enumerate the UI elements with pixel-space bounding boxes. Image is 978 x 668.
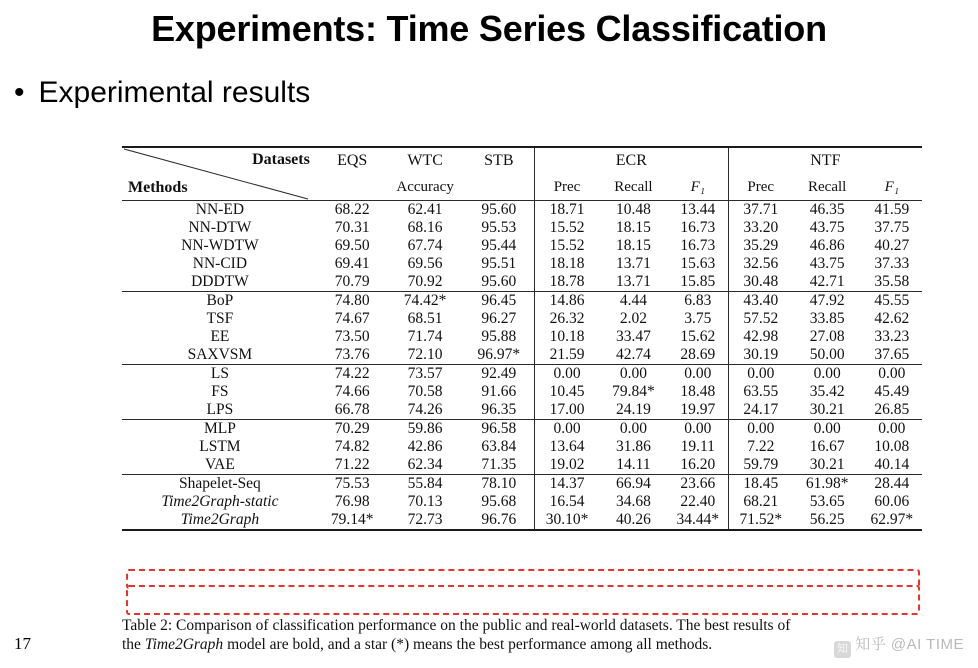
table-cell-method-name: DDDTW (191, 273, 249, 290)
table-cell-value: 23.66 (668, 475, 728, 494)
table-group-header-wtc: WTC (387, 147, 464, 175)
table-corner-cell (122, 147, 318, 201)
results-table (122, 146, 922, 531)
table-cell-value: 79.84* (612, 383, 655, 400)
table-cell-method-name: LS (122, 365, 318, 384)
table-cell-value: 14.11 (616, 456, 651, 473)
table-cell-value: 28.44 (862, 475, 922, 494)
table-cell-value: 13.71 (616, 255, 651, 272)
table-cell-value: 31.86 (616, 438, 651, 455)
table-row (122, 328, 922, 346)
table-cell-value: 71.52* (728, 511, 793, 530)
table-cell-value: 15.63 (680, 255, 716, 272)
table-metric-header: F₁ (690, 178, 705, 195)
table-cell-value: 18.15 (616, 219, 651, 236)
table-row (122, 365, 922, 384)
table-cell-method-name: NN-WDTW (181, 237, 259, 254)
table-cell-value: 34.68 (616, 493, 651, 510)
table-cell-value: 18.18 (534, 255, 599, 273)
table-row (122, 255, 922, 273)
table-cell-value: 46.86 (809, 237, 845, 254)
table-cell-value: 18.78 (534, 273, 599, 292)
table-row (122, 201, 922, 220)
corner-datasets-label: Datasets (252, 151, 310, 168)
caption-model-name: Time2Graph (144, 635, 224, 653)
table-cell-value: 66.94 (599, 475, 668, 494)
table-cell-value: 42.86 (407, 438, 443, 455)
table-cell-value: 71.35 (481, 456, 517, 473)
table-cell-value: 74.66 (334, 383, 370, 400)
caption-prefix: Table 2: Comparison of classification performance on the public and real-world datasets. The best results of (122, 617, 791, 634)
table-cell-value: 10.08 (874, 438, 910, 455)
table-cell-value: 18.71 (534, 201, 599, 220)
table-group-header-ecr: ECR (534, 147, 728, 175)
table-cell-value: 56.25 (793, 511, 862, 530)
table-cell-value: 95.88 (481, 328, 517, 345)
table-cell-value: 37.71 (728, 201, 793, 220)
table-cell-value: 24.17 (728, 401, 793, 420)
table-cell-value: 28.69 (680, 346, 716, 363)
table-cell-value: 14.86 (534, 292, 599, 311)
table-metric-header: Recall (614, 178, 653, 195)
page-title: Experiments: Time Series Classification (151, 8, 827, 49)
table-group-header-stb: STB (464, 147, 535, 175)
table-cell-value: 63.84 (481, 438, 517, 455)
table-cell-value: 16.73 (680, 219, 716, 236)
table-row (122, 237, 922, 255)
table-cell-value: 62.34 (407, 456, 443, 473)
table-cell-method-name: SAXVSM (187, 346, 253, 363)
caption-end: model are bold, and a star (*) means the best performance among all methods. (227, 635, 713, 653)
table-cell-value: 16.54 (534, 493, 599, 511)
table-cell-value: 19.02 (534, 456, 599, 475)
bullet-label: Experimental results (38, 76, 311, 109)
table-metric-header: Prec (534, 175, 599, 201)
table-row (122, 383, 922, 401)
table-cell-value: 0.00 (862, 365, 922, 384)
table-cell-value: 96.76 (464, 511, 535, 530)
table-cell-value: 73.76 (334, 346, 370, 363)
table-metric-header: F₁ (884, 178, 899, 195)
table-cell-value: 0.00 (668, 420, 728, 439)
table-cell-value: 40.27 (874, 237, 910, 254)
table-cell-value: 30.19 (728, 346, 793, 365)
table-cell-value: 16.73 (680, 237, 716, 254)
table-cell-value: 70.79 (334, 273, 370, 290)
table-cell-value: 0.00 (668, 365, 728, 384)
table-cell-value: 42.62 (874, 310, 910, 327)
table-cell-value: 45.49 (874, 383, 910, 400)
table-cell-value: 18.15 (616, 237, 651, 254)
table-cell-value: 68.22 (318, 201, 387, 220)
table-metric-header (318, 175, 387, 201)
table-row (122, 310, 922, 328)
table-cell-value: 0.00 (534, 420, 599, 439)
table-cell-value: 96.45 (464, 292, 535, 311)
table-cell-value: 74.26 (407, 401, 443, 418)
table-cell-value: 22.40 (680, 493, 716, 510)
table-cell-value: 18.48 (680, 383, 716, 400)
table-cell-value: 2.02 (619, 310, 647, 327)
table-cell-value: 62.41 (387, 201, 464, 220)
table-cell-value: 60.06 (874, 493, 910, 510)
table-row (122, 475, 922, 494)
table-metric-header: Recall (808, 178, 847, 195)
table-cell-value: 68.21 (728, 493, 793, 511)
table-cell-value: 16.20 (680, 456, 716, 473)
table-cell-value: 74.22 (318, 365, 387, 384)
table-cell-value: 69.41 (334, 255, 370, 272)
table-cell-value: 79.14* (318, 511, 387, 530)
table-cell-value: 0.00 (793, 420, 862, 439)
table-cell-value: 10.48 (599, 201, 668, 220)
table-cell-value: 34.44* (668, 511, 728, 530)
table-row (122, 292, 922, 311)
table-cell-value: 43.75 (809, 255, 845, 272)
table-cell-value: 0.00 (728, 420, 793, 439)
table-cell-method-name: Shapelet-Seq (122, 475, 318, 494)
watermark-text: 知乎 @AI TIME (855, 636, 964, 653)
table-cell-value: 19.11 (680, 438, 715, 455)
table-cell-value: 37.75 (874, 219, 910, 236)
table-cell-value: 62.97* (862, 511, 922, 530)
table-cell-value: 0.00 (793, 365, 862, 384)
table-cell-value: 69.56 (407, 255, 443, 272)
bullet-item (14, 76, 310, 110)
table-cell-value: 35.58 (874, 273, 910, 290)
table-cell-value: 0.00 (599, 420, 668, 439)
table-cell-value: 15.85 (680, 273, 716, 290)
table-metric-header (464, 175, 535, 201)
table-cell-value: 57.52 (728, 310, 793, 328)
table-cell-value: 35.29 (728, 237, 793, 255)
table-cell-value: 18.45 (728, 475, 793, 494)
table-group-header-ntf: NTF (728, 147, 922, 175)
table-cell-value: 15.52 (534, 219, 599, 237)
table-cell-value: 96.58 (464, 420, 535, 439)
table-cell-value: 15.62 (680, 328, 716, 345)
table-cell-value: 32.56 (728, 255, 793, 273)
slide-page-number: 17 (14, 634, 31, 653)
table-cell-method-name: MLP (122, 420, 318, 439)
table-cell-value: 16.67 (809, 438, 845, 455)
table-row (122, 219, 922, 237)
table-group-header-eqs: EQS (318, 147, 387, 175)
table-cell-value: 42.71 (809, 273, 845, 290)
table-cell-value: 59.79 (728, 456, 793, 475)
table-cell-value: 68.16 (407, 219, 443, 236)
table-cell-value: 96.27 (481, 310, 517, 327)
table-cell-value: 61.98* (793, 475, 862, 494)
table-cell-value: 73.50 (334, 328, 370, 345)
table-cell-value: 95.60 (481, 273, 517, 290)
table-cell-value: 13.71 (616, 273, 651, 290)
table-cell-value: 50.00 (809, 346, 845, 363)
table-cell-value: 73.57 (387, 365, 464, 384)
table-cell-value: 4.44 (599, 292, 668, 311)
table-cell-method-name: EE (210, 328, 230, 345)
table-cell-value: 75.53 (318, 475, 387, 494)
table-cell-value: 33.23 (874, 328, 910, 345)
table-cell-value: 47.92 (793, 292, 862, 311)
table-cell-value: 30.21 (809, 456, 845, 473)
table-cell-method-name: TSF (206, 310, 234, 327)
table-cell-value: 40.26 (599, 511, 668, 530)
table-cell-value: 33.20 (728, 219, 793, 237)
table-row (122, 493, 922, 511)
table-cell-value: 68.51 (407, 310, 443, 327)
table-cell-value: 30.21 (809, 401, 845, 418)
table-cell-value: 15.52 (534, 237, 599, 255)
table-cell-value: 26.85 (874, 401, 910, 418)
table-cell-value: 63.55 (728, 383, 793, 401)
table-cell-value: 55.84 (387, 475, 464, 494)
table-cell-method-name: BoP (122, 292, 318, 311)
table-cell-value: 0.00 (862, 420, 922, 439)
table-row (122, 456, 922, 475)
table-cell-value: 30.10* (534, 511, 599, 530)
table-cell-method-name: NN-ED (122, 201, 318, 220)
table-cell-value: 24.19 (616, 401, 651, 418)
table-cell-value: 70.92 (407, 273, 443, 290)
corner-methods-label: Methods (128, 179, 188, 196)
table-metric-header: Accuracy (396, 178, 454, 195)
table-cell-value: 13.64 (534, 438, 599, 456)
table-cell-value: 0.00 (728, 365, 793, 384)
table-cell-value: 46.35 (793, 201, 862, 220)
table-cell-value: 72.10 (407, 346, 443, 363)
table-cell-value: 14.37 (534, 475, 599, 494)
table-row (122, 401, 922, 420)
table-cell-value: 33.47 (616, 328, 651, 345)
table-cell-value: 95.60 (464, 201, 535, 220)
table-cell-value: 33.85 (809, 310, 845, 327)
table-cell-value: 41.59 (862, 201, 922, 220)
table-cell-value: 7.22 (728, 438, 793, 456)
table-cell-value: 70.13 (407, 493, 443, 510)
table-cell-value: 95.68 (481, 493, 517, 510)
table-cell-value: 42.74 (616, 346, 651, 363)
table-cell-method-name: FS (211, 383, 229, 400)
table-cell-value: 72.73 (387, 511, 464, 530)
table-cell-value: 26.32 (534, 310, 599, 328)
table-cell-method-name: Time2Graph-static (161, 493, 279, 510)
watermark-logo-icon: 知 (834, 641, 851, 658)
table-cell-value: 27.08 (809, 328, 845, 345)
table-cell-value: 74.82 (334, 438, 370, 455)
table-cell-value: 71.74 (407, 328, 443, 345)
table-cell-value: 37.65 (874, 346, 910, 363)
table-row (122, 273, 922, 292)
table-cell-value: 66.78 (334, 401, 370, 418)
table-cell-value: 10.45 (534, 383, 599, 401)
table-cell-value: 40.14 (874, 456, 910, 473)
table-cell-method-name: LPS (206, 401, 234, 418)
table-cell-value: 78.10 (464, 475, 535, 494)
table-cell-value: 74.67 (334, 310, 370, 327)
table-cell-value: 30.48 (728, 273, 793, 292)
results-table-container (122, 146, 922, 531)
table-cell-value: 21.59 (534, 346, 599, 365)
table-cell-value: 42.98 (728, 328, 793, 346)
table-cell-value: 37.33 (874, 255, 910, 272)
table-cell-value: 0.00 (534, 365, 599, 384)
table-cell-value: 43.40 (728, 292, 793, 311)
table-cell-value: 45.55 (862, 292, 922, 311)
table-cell-value: 92.49 (464, 365, 535, 384)
table-cell-method-name: NN-DTW (188, 219, 252, 236)
table-cell-value: 17.00 (534, 401, 599, 420)
table-cell-value: 67.74 (407, 237, 443, 254)
table-cell-value: 13.44 (668, 201, 728, 220)
table-cell-value: 0.00 (599, 365, 668, 384)
table-cell-value: 70.58 (407, 383, 443, 400)
highlight-box-time2graph (126, 585, 920, 615)
table-cell-method-name: Time2Graph (122, 511, 318, 530)
table-row (122, 511, 922, 530)
table-cell-value: 74.80 (318, 292, 387, 311)
table-row (122, 438, 922, 456)
table-cell-value: 43.75 (809, 219, 845, 236)
bullet-marker: • (14, 76, 25, 109)
table-cell-value: 69.50 (334, 237, 370, 254)
table-cell-value: 71.22 (334, 456, 370, 473)
table-metric-header: Prec (728, 175, 793, 201)
table-cell-value: 70.29 (318, 420, 387, 439)
table-row (122, 420, 922, 439)
table-cell-method-name: NN-CID (192, 255, 248, 272)
table-cell-value: 96.97* (477, 346, 521, 363)
table-cell-value: 96.35 (481, 401, 517, 418)
caption-the: the (122, 635, 141, 653)
table-cell-value: 74.42* (387, 292, 464, 311)
table-cell-value: 91.66 (481, 383, 517, 400)
table-cell-value: 53.65 (809, 493, 845, 510)
table-cell-value: 95.51 (481, 255, 517, 272)
table-cell-value: 95.53 (481, 219, 517, 236)
table-cell-value: 70.31 (334, 219, 370, 236)
table-cell-value: 35.42 (809, 383, 845, 400)
table-cell-value: 95.44 (481, 237, 517, 254)
table-cell-value: 10.18 (534, 328, 599, 346)
table-header-row-groups (122, 147, 922, 175)
watermark (834, 633, 964, 658)
table-cell-value: 59.86 (387, 420, 464, 439)
table-caption (122, 617, 934, 655)
table-cell-method-name: VAE (204, 456, 235, 473)
table-cell-method-name: LSTM (199, 438, 241, 455)
highlight-box-upper (126, 569, 920, 589)
table-cell-value: 6.83 (668, 292, 728, 311)
table-cell-value: 19.97 (680, 401, 716, 418)
table-row (122, 346, 922, 365)
table-cell-value: 76.98 (334, 493, 370, 510)
table-cell-value: 3.75 (684, 310, 712, 327)
